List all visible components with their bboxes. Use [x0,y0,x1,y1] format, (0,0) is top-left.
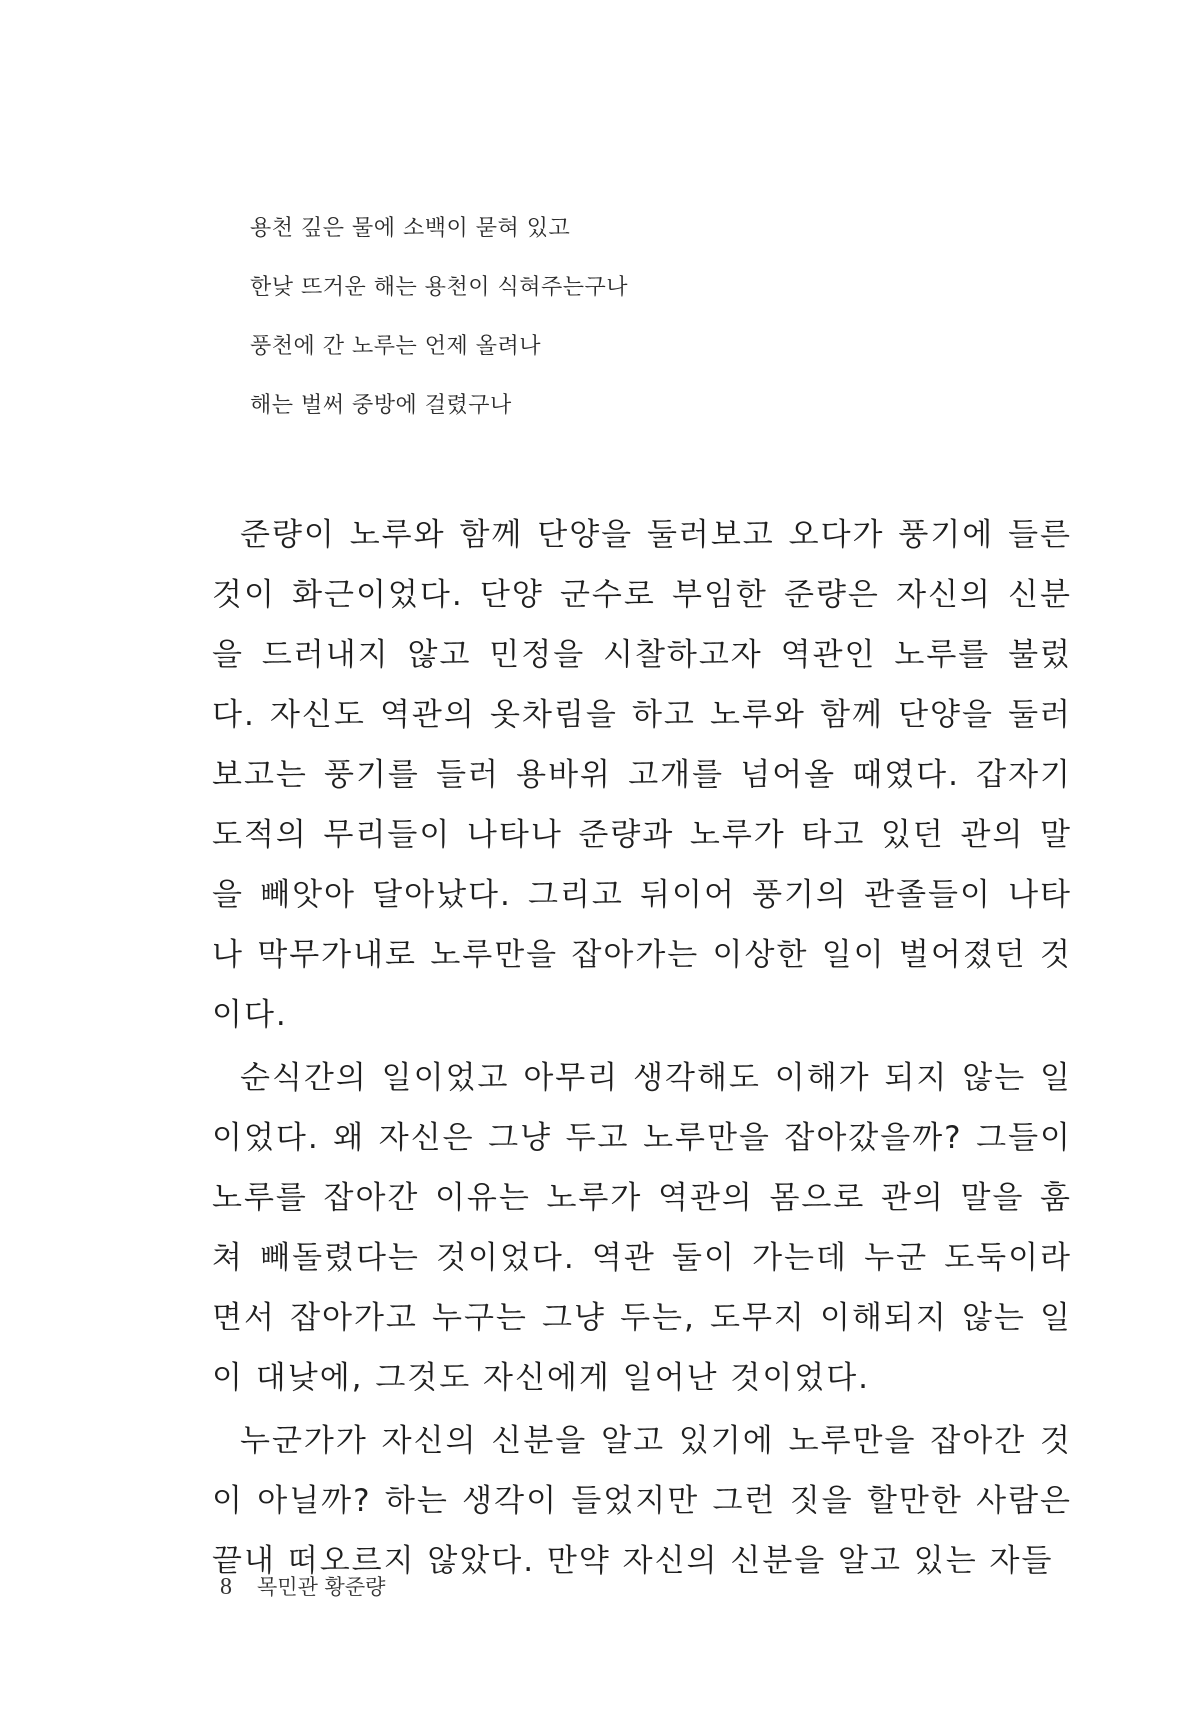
page-footer [220,1571,385,1601]
paragraph-1: 준량이 노루와 함께 단양을 둘러보고 오다가 풍기에 들른 것이 화근이었다. 단양 군수로 부임한 준량은 자신의 신분을 드러내지 않고 민정을 시찰하고자 역관인 노루를 불렀다. 자신도 역관의 옷차림을 하고 노루와 함께 단양을 둘러보고는 풍기를 들러 용바위 고개를 넘어올 때였다. 갑자기 도적의 무리들이 나타나 준량과 노루가 타고 있던 관의 말을 빼앗아 달아났다. 그리고 뒤이어 풍기의 관졸들이 나타나 막무가내로 노루만을 잡아가는 이상한 일이 벌어졌던 것이다. [212,517,1072,1033]
poem-block [250,214,950,450]
page-number: 8 [220,1574,232,1600]
paragraph-2: 순식간의 일이었고 아무리 생각해도 이해가 되지 않는 일이었다. 왜 자신은 그냥 두고 노루만을 잡아갔을까? 그들이 노루를 잡아간 이유는 노루가 역관의 몸으로 관의 말을 훔쳐 빼돌렸다는 것이었다. 역관 둘이 가는데 누군 도둑이라면서 잡아가고 누구는 그냥 두는, 도무지 이해되지 않는 일이 대낮에, 그것도 자신에게 일어난 것이었다. [212,1060,1072,1396]
poem-line-2: 한낮 뜨거운 해는 용천이 식혀주는구나 [250,275,629,300]
prose-body [212,505,1072,1594]
poem-line-4: 해는 벌써 중방에 걸렸구나 [250,393,512,418]
running-title: 목민관 황준량 [257,1575,386,1599]
poem-line-3: 풍천에 간 노루는 언제 올려나 [250,334,541,359]
poem-line-1: 용천 깊은 물에 소백이 묻혀 있고 [250,216,571,241]
paragraph-3: 누군가가 자신의 신분을 알고 있기에 노루만을 잡아간 것이 아닐까? 하는 생각이 들었지만 그런 짓을 할만한 사람은 끝내 떠오르지 않았다. 만약 자신의 신분을 알고 있는 자들 [212,1423,1072,1579]
